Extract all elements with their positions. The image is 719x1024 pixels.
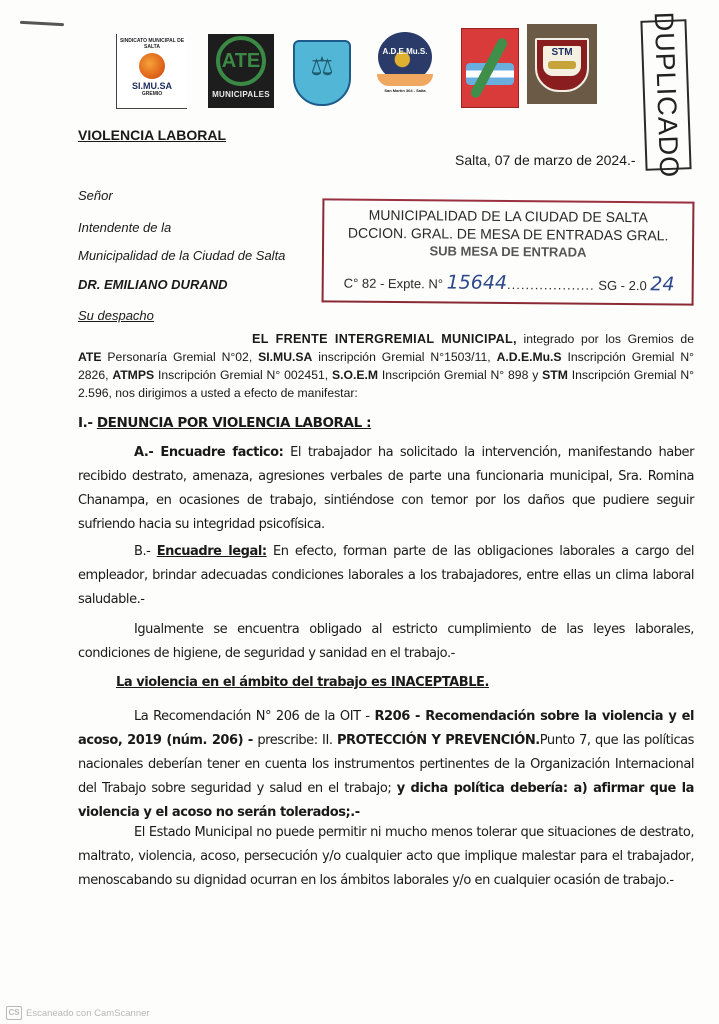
union-ate: ATE (78, 350, 102, 364)
intro-paragraph (78, 330, 694, 402)
simusa-logo-sub: GREMIO (141, 91, 163, 97)
simusa-logo (116, 34, 187, 109)
intro-text: integrado por los Gremios de (516, 332, 694, 346)
stm-logo-name: STM (551, 47, 573, 58)
expediente-label: C° 82 - Expte. N° (343, 275, 444, 292)
addressee-institution: Municipalidad de la Ciudad de Salta (78, 248, 286, 263)
legal-framework-label: Encuadre legal: (156, 544, 267, 559)
addressee-office: Su despacho (78, 308, 154, 323)
expediente-row (344, 271, 675, 296)
simusa-logo-caption: SINDICATO MUNICIPAL DE SALTA (119, 38, 185, 50)
ate-logo-text: MUNICIPALES (212, 90, 270, 99)
legal-framework-text: En efecto, forman parte de las obligaciones laborales a cargo del empleador, brindar adecuadas condiciones laborales a los trabajadores, entre ellas un clima laboral saludable.- (78, 544, 694, 607)
ademus-logo (375, 32, 435, 104)
ate-emblem-icon: ATE (216, 36, 266, 86)
intro-text: Inscripción Gremial N° 898 y (378, 368, 543, 382)
document-title: VIOLENCIA LABORAL (78, 127, 227, 143)
union-stm: STM (542, 368, 568, 382)
handshake-icon (548, 61, 576, 69)
addressee-name: DR. EMILIANO DURAND (78, 277, 228, 292)
union-soem: S.O.E.M (331, 368, 379, 382)
intro-text: inscripción Gremial N°1503/11, (312, 350, 497, 364)
factual-framework-text: El trabajador ha solicitado la intervención, manifestando haber recibido destrato, amenaza, agresiones verbales de parte una funcionaria municipal, Sra. Romina Chanampa, en ocasiones de trabajo, sintiéndose con temor por los daños que pudiere seguir sufriendo hacia su integridad psicofísica. (78, 445, 695, 532)
subheading-inaceptable: La violencia en el ámbito del trabajo es INACEPTABLE. (116, 675, 489, 690)
union-atmps: ATMPS (112, 368, 155, 382)
camscanner-icon: CS (6, 1006, 22, 1020)
intro-text: Inscripción Gremial N° 002451, (154, 368, 332, 382)
stm-logo (527, 24, 597, 104)
oit-policy-statement: y dicha política debería: a) afirmar que la violencia y el acoso no serán tolerados;.- (78, 781, 694, 820)
simusa-logo-name: SI.MU.SA (131, 81, 172, 91)
reception-stamp-line3: SUB MESA DE ENTRADA (429, 243, 587, 260)
oit-section-title: PROTECCIÓN Y PREVENCIÓN. (336, 733, 540, 748)
section-title: DENUNCIA POR VIOLENCIA LABORAL : (96, 415, 372, 431)
ate-logo (208, 34, 274, 108)
factual-framework-label: A.- Encuadre factico: (134, 445, 284, 460)
expediente-year: 24 (650, 273, 675, 296)
paragraph-obligations (78, 618, 694, 666)
simusa-emblem-icon (139, 53, 165, 79)
duplicate-stamp-text: DUPLICADO (648, 11, 685, 179)
addressee-role: Intendente de la (78, 220, 172, 235)
reception-stamp-line2: DCCION. GRAL. DE MESA DE ENTRADAS GRAL. (347, 224, 669, 244)
scales-icon: ⚖ (310, 52, 334, 81)
paragraph-municipal-state (78, 821, 694, 893)
oit-text: La Recomendación N° 206 de la OIT - (134, 709, 375, 724)
section-number: I.- (78, 415, 97, 431)
document-date: Salta, 07 de marzo de 2024.- (455, 152, 636, 168)
expediente-dots: ................... (506, 276, 595, 293)
pen-mark (20, 21, 64, 26)
hands-icon (377, 74, 433, 86)
obligations-text: Igualmente se encuentra obligado al estricto cumplimiento de las leyes laborales, condiciones de higiene, de seguridad y sanidad en el trabajo.- (78, 622, 694, 661)
legal-framework-prefix: B.- (134, 544, 157, 559)
ademus-logo-sub: San Martín 364 - Salta (384, 88, 426, 93)
addressee-salutation: Señor (78, 188, 113, 203)
reception-stamp-line1: MUNICIPALIDAD DE LA CIUDAD DE SALTA (368, 206, 649, 226)
scanner-watermark-text: Escaneado con CamScanner (26, 1007, 150, 1019)
shield-icon (535, 38, 589, 92)
paragraph-legal-framework (78, 540, 694, 612)
reception-stamp (322, 198, 695, 305)
oit-text: prescribe: II. (252, 733, 337, 748)
municipal-state-text: El Estado Municipal no puede permitir ni mucho menos tolerar que situaciones de destrato, maltrato, violencia, acoso, persecución y/o cualquier acto que implique malestar para el trabajador, menoscabando su dignidad ocurran en los ámbitos laborales y/o en cualquier ocasión de trabajo.- (78, 825, 694, 888)
soem-logo (461, 28, 519, 108)
scanner-watermark (6, 1006, 150, 1020)
oit-recommendation-title: R206 - Recomendación sobre la violencia y el acoso, 2019 (núm. 206) - (78, 709, 694, 748)
paragraph-factual-framework (78, 441, 694, 537)
union-simusa: SI.MU.SA (258, 350, 313, 364)
globe-icon: A.D.E.Mu.S. (378, 32, 432, 82)
oit-text: Punto 7, que las políticas nacionales deberían tener en cuenta los instrumentos pertinentes de la Organización Internacional del Trabajo sobre seguridad y salud en el trabajo; (78, 733, 694, 796)
expediente-number: 15644 (446, 271, 508, 294)
paragraph-oit (78, 705, 694, 825)
duplicate-stamp (640, 11, 691, 179)
expediente-sg-label: SG - 2.0 (598, 277, 647, 294)
section-heading (78, 415, 371, 431)
intro-text: Inscripción Gremial N° 2.596, nos dirigimos a usted a efecto de manifestar: (78, 368, 694, 400)
intro-text: Inscripción Gremial N° 2826, (78, 350, 694, 382)
intro-text: Personaría Gremial N°02, (101, 350, 259, 364)
intro-lead: EL FRENTE INTERGREMIAL MUNICIPAL, (252, 332, 517, 346)
atmps-logo (293, 40, 351, 106)
union-ademus: A.D.E.Mu.S (496, 350, 562, 364)
